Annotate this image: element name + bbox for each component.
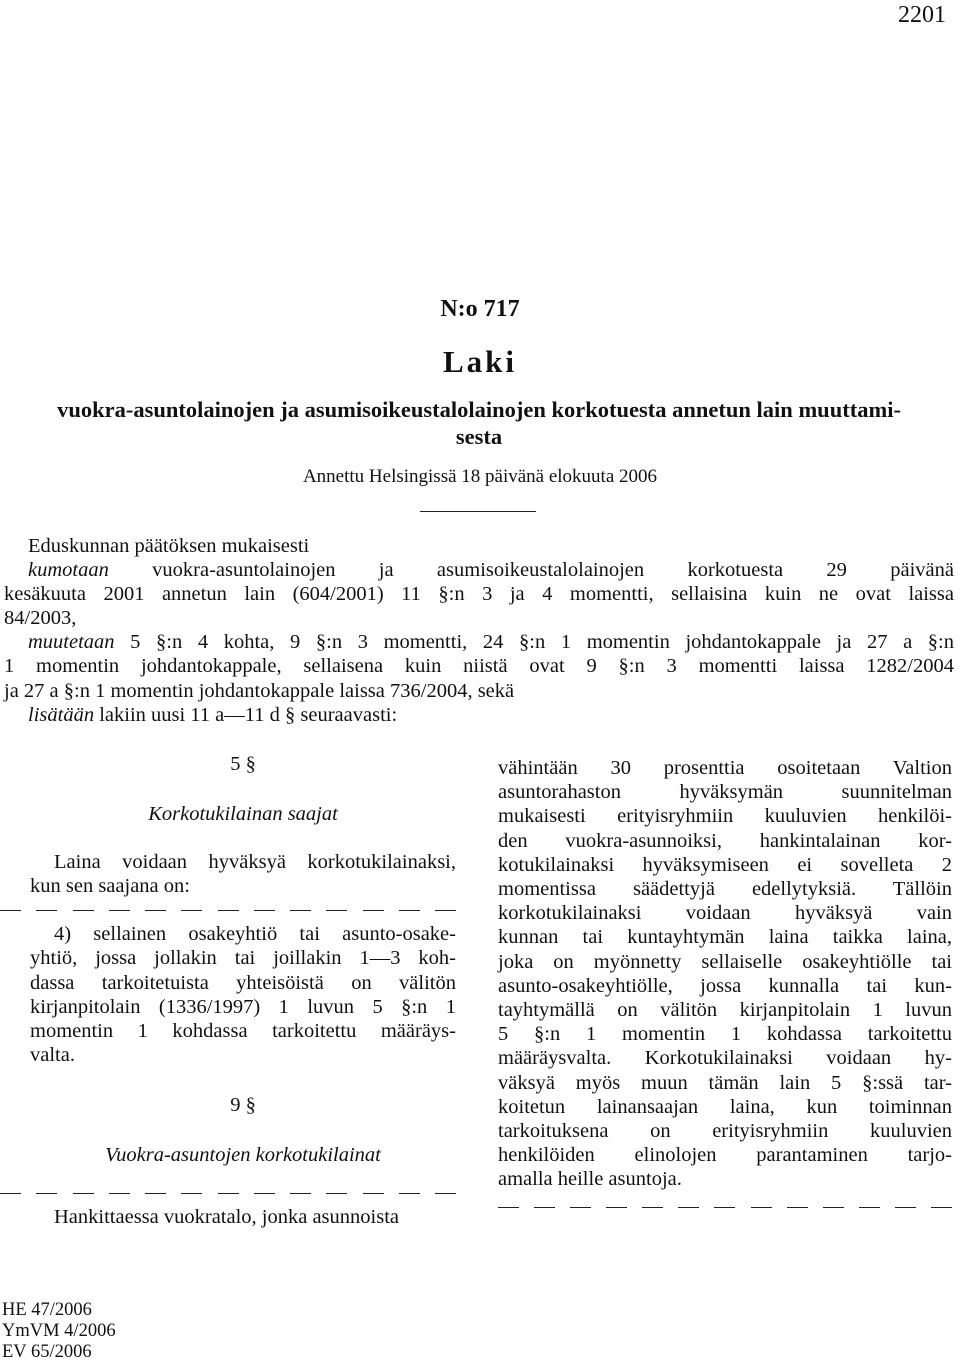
amended-keyword: muutetaan: [28, 631, 115, 654]
body-line: korkotukilainaksi voidaan hyväksyä vain: [498, 902, 952, 925]
preamble-line: 84/2003,: [4, 607, 77, 630]
section-number: 5 §: [230, 753, 256, 775]
body-line: kotukilainaksi hyväksymiseen ei sovelleta 2: [498, 853, 952, 876]
body-line: tarkoituksena on erityisryhmiin kuuluvien: [498, 1120, 952, 1143]
preamble-line: kesäkuuta 2001 annetun lain (604/2001) 11 §:n 3 ja 4 momentti, sellaisina kuin ne ovat laissa: [4, 583, 954, 606]
preamble-line: [4, 558, 954, 582]
body-line: vähintään 30 prosenttia osoitetaan Valtion: [498, 757, 952, 779]
repealed-keyword: kumotaan: [28, 559, 109, 582]
body-line: den vuokra-asunnoiksi, hankintalainan kor-: [498, 829, 952, 852]
preamble-intro: Eduskunnan päätöksen mukaisesti: [28, 535, 310, 557]
law-subtitle: [4, 396, 954, 450]
section-item: yhtiö, jossa jollakin tai joillakin 1—3 koh-: [30, 947, 456, 970]
title-divider: [420, 511, 536, 512]
preamble: [4, 534, 954, 727]
law-title: Laki: [442, 344, 518, 379]
body-line: mukaisesti erityisryhmiin kuuluvien henkilöi-: [498, 805, 952, 828]
footer-ref: HE 47/2006: [2, 1300, 92, 1320]
body-line: määräysvalta. Korkotukilainaksi voidaan hy-: [498, 1047, 952, 1070]
body-line: asunto-osakeyhtiölle, jossa kunnalla tai kun-: [498, 974, 952, 997]
statute-number: N:o 717: [440, 296, 520, 322]
body-line: väksyä myös muun tämän lain 5 §:ssä tar-: [498, 1071, 952, 1094]
preamble-line: ja 27 a §:n 1 momentin johdantokappale laissa 736/2004, sekä: [4, 679, 515, 702]
preamble-line: [4, 703, 954, 727]
section-text: Laina voidaan hyväksyä korkotukilainaksi,: [54, 851, 456, 874]
given-date: Annettu Helsingissä 18 päivänä elokuuta 2006: [302, 466, 658, 487]
section-heading: Korkotukilainan saajat: [148, 803, 338, 826]
body-line: henkilöiden elinolojen parantaminen tarjo-: [498, 1144, 952, 1167]
left-column: [30, 752, 456, 1229]
preamble-text: lakiin uusi 11 a—11 d § seuraavasti:: [94, 703, 398, 726]
section-text: Hankittaessa vuokratalo, jonka asunnoista: [54, 1206, 399, 1229]
section-item: kirjanpitolain (1336/1997) 1 luvun 5 §:n 1: [30, 995, 456, 1018]
omission-dashes: [0, 1181, 456, 1205]
body-line: 5 §:n 1 momentin 1 kohdassa tarkoitettu: [498, 1023, 952, 1046]
section-text: kun sen saajana on:: [30, 875, 190, 898]
preamble-line: [4, 630, 954, 654]
section-heading: Vuokra-asuntojen korkotukilainat: [105, 1144, 381, 1167]
right-column: [498, 756, 952, 1220]
omission-dashes: [498, 1196, 952, 1220]
preamble-text: 5 §:n 4 kohta, 9 §:n 3 momentti, 24 §:n 1 momentin johdantokappale ja 27 a §:n: [114, 631, 954, 654]
subtitle-line: vuokra-asuntolainojen ja asumisoikeustalolainojen korkotuesta annetun lain muuttami-: [57, 397, 901, 422]
section-item: dassa tarkoitetuista yhteisöistä on välitön: [30, 971, 456, 994]
body-line: joka on myönnetty sellaiselle osakeyhtiölle tai: [498, 950, 952, 973]
body-line: amalla heille asuntoja.: [498, 1168, 682, 1191]
body-line: koitetun lainansaajan laina, kun toiminnan: [498, 1095, 952, 1118]
omission-dashes: [0, 898, 456, 922]
added-keyword: lisätään: [28, 703, 95, 726]
section-item: momentin 1 kohdassa tarkoitettu määräys-: [30, 1019, 456, 1042]
preamble-text: vuokra-asuntolainojen ja asumisoikeustalolainojen korkotuesta 29 päivänä: [108, 559, 954, 582]
body-line: momentissa säädettyjä edellytyksiä. Tällöin: [498, 878, 952, 901]
footer-references: [2, 1300, 116, 1363]
section-item: 4) sellainen osakeyhtiö tai asunto-osake-: [54, 923, 456, 946]
page-number: 2201: [898, 2, 946, 28]
footer-ref: EV 65/2006: [2, 1342, 92, 1362]
footer-ref: YmVM 4/2006: [2, 1321, 116, 1341]
section-number: 9 §: [230, 1093, 256, 1116]
body-line: tayhtymällä on välitön kirjanpitolain 1 luvun: [498, 999, 952, 1022]
body-line: kunnan tai kuntayhtymän laina taikka laina,: [498, 926, 952, 949]
body-line: asuntorahaston hyväksymän suunnitelman: [498, 781, 952, 804]
preamble-line: 1 momentin johdantokappale, sellaisena kuin niistä ovat 9 §:n 3 momentti laissa 1282/2004: [4, 655, 954, 678]
subtitle-line: sesta: [455, 424, 503, 449]
section-item: valta.: [30, 1043, 75, 1066]
